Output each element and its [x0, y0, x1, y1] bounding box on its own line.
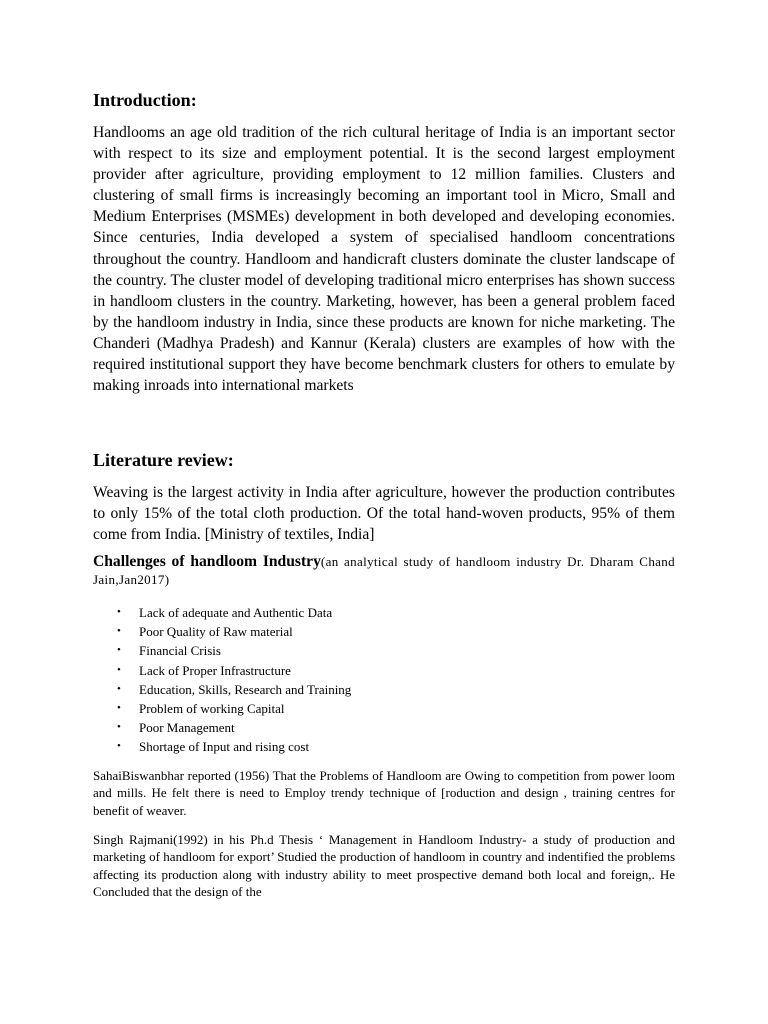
challenges-heading: [93, 553, 675, 589]
literature-review-paragraph: Weaving is the largest activity in India after agriculture, however the production contributes to only 15% of the total cloth production. Of the total hand-woven products, 95% of them come from India. [Ministry of textiles, India]: [93, 484, 675, 544]
introduction-paragraph: Handlooms an age old tradition of the rich cultural heritage of India is an important sector with respect to its size and employment potential. It is the second largest employment provider after agriculture, providing employment to 12 million families. Clusters and clustering of small firms is increasingly becoming an important tool in Micro, Small and Medium Enterprises (MSMEs) development in both developed and developing economies. Since centuries, India developed a system of specialised handloom concentrations throughout the country. Handloom and handicraft clusters dominate the cluster landscape of the country. The cluster model of developing traditional micro enterprises has shown success in handloom clusters in the country. Marketing, however, has been a general problem faced by the handloom industry in India, since these products are known for niche marketing. The Chanderi (Madhya Pradesh) and Kannur (Kerala) clusters are examples of how with the required institutional support they have become benchmark clusters for others to emulate by making inroads into international markets: [93, 124, 675, 395]
list-item: [93, 661, 351, 680]
list-item-text: Problem of working Capital: [139, 700, 285, 716]
bullet-icon: •: [117, 740, 121, 753]
reference-paragraph-singh: Singh Rajmani(1992) in his Ph.d Thesis ‘ Management in Handloom Industry- a study of production and marketing of handloom for export’ Studied the production of handloom in country and indentified the problems affecting its production along with industry ability to meet prospective demand both local and foreign,. He Concluded that the design of the: [93, 832, 675, 899]
list-item: [93, 622, 351, 641]
challenges-citation: (an analytical study of handloom industry Dr. Dharam Chand Jain,Jan2017): [93, 554, 675, 587]
bullet-icon: •: [117, 606, 121, 618]
list-item: [93, 718, 351, 737]
list-item-text: Financial Crisis: [139, 643, 221, 659]
bullet-icon: •: [117, 721, 121, 734]
list-item-text: Lack of Proper Infrastructure: [139, 662, 291, 678]
list-item-text: Education, Skills, Research and Training: [139, 681, 352, 697]
list-item: [93, 699, 351, 718]
list-item: [93, 680, 351, 699]
bullet-icon: •: [117, 644, 121, 657]
list-item: [93, 737, 351, 756]
challenges-title: Challenges of handloom Industry: [93, 553, 321, 570]
bullet-icon: •: [117, 625, 121, 638]
introduction-heading: Introduction:: [93, 90, 197, 110]
challenges-list: [93, 603, 351, 757]
list-item-text: Poor Quality of Raw material: [139, 624, 293, 640]
list-item-text: Lack of adequate and Authentic Data: [139, 605, 333, 620]
reference-paragraph-sahai: SahaiBiswanbhar reported (1956) That the Problems of Handloom are Owing to competition from power loom and mills. He felt there is need to Employ trendy technique of [roduction and design , training centres for benefit of weaver.: [93, 768, 675, 818]
bullet-icon: •: [117, 663, 121, 676]
list-item: [93, 603, 351, 622]
bullet-icon: •: [117, 701, 121, 714]
bullet-icon: •: [117, 682, 121, 695]
list-item-text: Poor Management: [139, 720, 235, 736]
literature-review-heading: Literature review:: [93, 450, 234, 470]
list-item: [93, 641, 351, 660]
list-item-text: Shortage of Input and rising cost: [139, 739, 310, 755]
